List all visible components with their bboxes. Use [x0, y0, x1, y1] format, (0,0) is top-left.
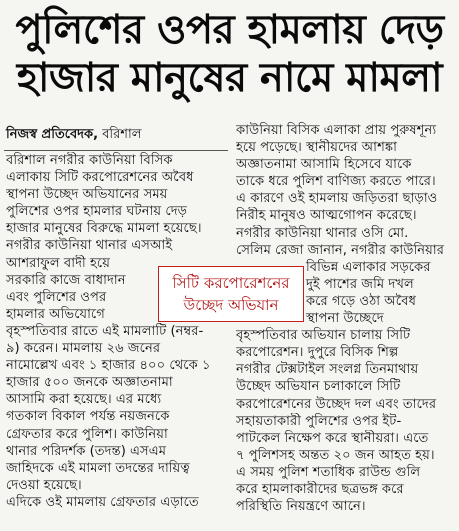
pull-quote-line-1: সিটি করপোরেশনের [172, 274, 290, 292]
article-line: থানার পরিদর্শক (তদন্ত) এসএম [6, 443, 167, 459]
article-line: পাটকেল নিক্ষেপ করে স্থানীয়রা। এতে [236, 430, 429, 446]
byline-place: বরিশাল [102, 127, 142, 142]
article-line: উচ্ছেদ অভিযান চলাকালে সিটি [236, 379, 401, 395]
article-line: করপোরেশনের উচ্ছেদ দল এবং তাদের [236, 396, 437, 412]
article-line: পুলিশের ওপর হামলার ঘটনায় দেড় [6, 204, 188, 220]
article-line: নগরীর কাউনিয়া থানার এসআই [6, 238, 173, 254]
article-line: কাউনিয়া বিসিক এলাকা প্রায় পুরুষশূন্য [236, 123, 437, 138]
article-line: গ্রেফতার করে পুলিশ। কাউনিয়া [6, 426, 168, 442]
article-line: নিরীহ মানুষও আত্মগোপন করেছে। [236, 208, 417, 224]
article-line: স্থাপনা উচ্ছেদ অভিযানের সময় [6, 187, 168, 203]
article-line: দেওয়া হয়েছে। [6, 477, 82, 493]
article-line: এদিকে ওই মামলায় গ্রেফতার এড়াতে [6, 494, 199, 510]
article-line: অজ্ঞাতনামা আসামি হিসেবে যাকে [236, 157, 412, 173]
article-line: গতকাল বিকাল পর্যন্ত নয়জনকে [6, 409, 170, 425]
article-line: করে হামলাকারীদের ছত্রভঙ্গ করে [236, 481, 404, 497]
article-line: নামোল্লেখ এবং ১ হাজার ৪০০ থেকে ১ [6, 358, 211, 374]
article-line: হয়ে পড়েছে। স্থানীয়দের আশঙ্কা [236, 140, 397, 156]
article-line: সরকারি কাজে বাধাদান [6, 272, 126, 288]
article-line: সহায়তাকারী পুলিশের ওপর ইট- [236, 413, 402, 429]
article-line: এ কারণে ওই হামলায় জড়িতরা ছাড়াও [236, 191, 438, 207]
headline [0, 0, 459, 112]
article-line: হামলার অভিযোগে [6, 306, 105, 322]
article-line: এলাকায় সিটি করপোরেশনের অবৈধ [6, 170, 194, 186]
article-line: বিভিন্ন এলাকার সড়কের [306, 259, 431, 275]
article-line: আসামি করা হয়েছে। এর মধ্যে [6, 392, 162, 408]
article-line: করপোরেশন। দুপুরে বিসিক শিল্প [236, 345, 399, 361]
article-line: নগরীর কাউনিয়া থানার ওসি মো. [236, 225, 409, 241]
article-line: জাহিদকে এই মামলা তদন্তের দায়িত্ব [6, 460, 190, 476]
article-line: পরিস্থিতি নিয়ন্ত্রণে আনে। [236, 499, 366, 515]
article-line: এ সময় পুলিশ শতাধিক রাউন্ড গুলি [236, 464, 421, 480]
byline [6, 126, 226, 144]
byline-reporter: নিজস্ব প্রতিবেদক, [6, 127, 99, 142]
article-left-column [6, 152, 226, 511]
article-line: এবং পুলিশের ওপর [6, 289, 107, 305]
article-line: নগরীর টেক্সটাইল সংলগ্ন তিনমাথায় [236, 362, 419, 378]
article-line: বৃহস্পতিবার রাতে এই মামলাটি (নম্বর- [6, 323, 204, 339]
article-line: হাজার ৫০০ জনকে অজ্ঞাতনামা [6, 375, 173, 391]
article-line: তাকে ধরে পুলিশ বাণিজ্য করতে পারে। [236, 174, 436, 190]
pull-quote-box [158, 266, 304, 322]
article-line: ৯) করেন। মামলায় ২৬ জনের [6, 341, 161, 357]
article-line: বরিশাল নগরীর কাউনিয়া বিসিক [6, 153, 173, 168]
article-line: ৭ পুলিশসহ অন্তত ২০ জন আহত হয়। [236, 447, 435, 463]
headline-line-1: পুলিশের ওপর হামলায় দেড় [15, 7, 444, 53]
article-line: স্থাপনা উচ্ছেদে [306, 311, 384, 327]
article-line: দুই পাশের জমি দখল [306, 276, 414, 292]
article-line: হাজার মানুষের বিরুদ্ধে মামলা হয়েছে। [6, 221, 202, 237]
article-line: বৃহস্পতিবার অভিযান চালায় সিটি [236, 328, 411, 344]
pull-quote-line-2: উচ্ছেদ অভিযান [183, 296, 279, 314]
byline-divider [4, 150, 228, 151]
article-line: সেলিম রেজা জানান, নগরীর কাউনিয়ার [236, 242, 444, 258]
article-line: করে গড়ে ওঠা অবৈধ [306, 293, 416, 309]
headline-line-2: হাজার মানুষের নামে মামলা [16, 55, 443, 101]
article-line: আশরাফুল বাদী হয়ে [6, 255, 110, 271]
